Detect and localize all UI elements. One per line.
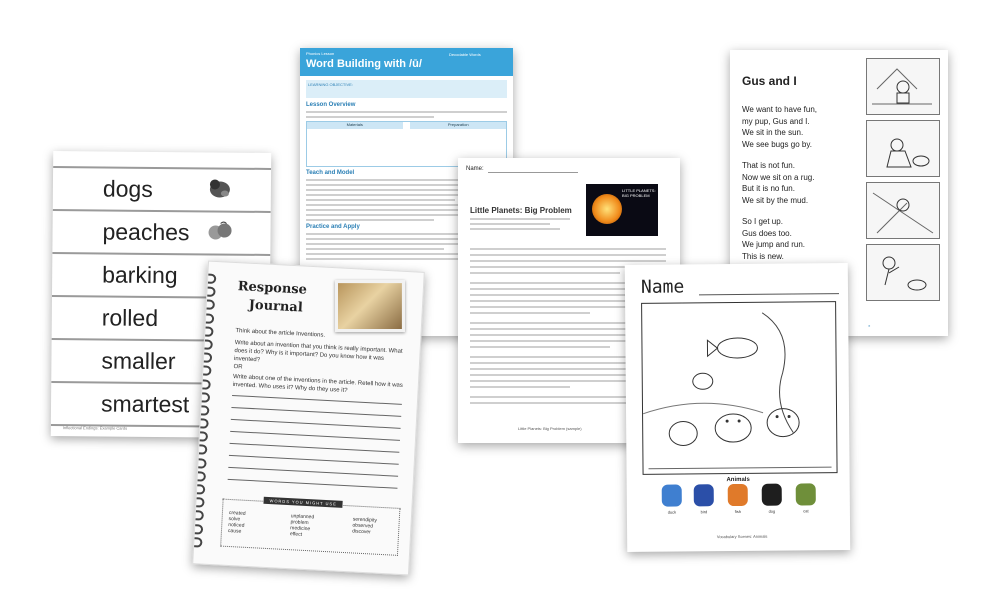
illustration-panel (866, 182, 940, 239)
poem-stanza: So I get up. Gus does too. We jump and run. This is new. (742, 217, 805, 261)
word-card-text: barking (102, 261, 178, 289)
animals-heading: Animals (726, 476, 750, 484)
sheet-footer: Vocabulary Scenes: Animals (716, 533, 768, 540)
invention-photo (335, 280, 405, 332)
solar-system-illustration (586, 184, 658, 236)
word-card-text: rolled (101, 304, 159, 331)
dog-picture-icon (207, 175, 233, 199)
illustration-panel (866, 120, 940, 177)
sheet-footer: Inflectional Endings: Example Cards (62, 425, 128, 431)
lesson-standards: Decodable Words (449, 52, 481, 57)
animal-item-bird: bird (691, 484, 717, 514)
poem-stanza: We want to have fun, my pup, Gus and I. We sit in the sun. We see bugs go by. (742, 105, 818, 149)
duck-icon (662, 484, 682, 506)
name-label: Name (640, 276, 685, 298)
word-card-text: smaller (101, 347, 176, 375)
section-heading: Lesson Overview (306, 102, 356, 108)
objective-label: LEARNING OBJECTIVE: (308, 82, 353, 87)
fish-icon (728, 484, 748, 506)
word-card-row (52, 211, 270, 256)
name-line (699, 293, 839, 295)
word-bank-column: serendipity observed discover (351, 516, 378, 536)
preparation-header: Preparation (410, 122, 506, 129)
illustration-panel (866, 244, 940, 301)
article-title: Little Planets: Big Problem (470, 206, 572, 215)
cat-icon (796, 483, 816, 505)
sun-icon (592, 194, 622, 224)
journal-prompt: Write about an invention that you think is really important. What does it do? Why is it important? Do you know how it was invented? (233, 340, 403, 364)
materials-header: Materials (307, 122, 403, 129)
animal-item-dog: dog (759, 484, 785, 514)
journal-prompt: Think about the article Inventions. (235, 328, 326, 339)
word-bank-title: WORDS YOU MIGHT USE (263, 497, 343, 508)
bird-icon (694, 484, 714, 506)
section-heading: Practice and Apply (306, 224, 360, 230)
illustration-caption: LITTLE PLANETS: BIG PROBLEM (622, 188, 656, 198)
animals-coloring-sheet (625, 263, 850, 552)
journal-or: OR (233, 364, 243, 371)
lesson-title: Word Building with /ū/ (306, 58, 422, 70)
word-card-text: dogs (102, 175, 153, 202)
journal-title-line2: Journal (248, 297, 304, 316)
illustration-panel (866, 58, 940, 115)
word-bank-column: unplanned problem medicine effect (289, 513, 315, 538)
journal-title-line1: Response (237, 279, 308, 298)
word-card-text: smartest (100, 390, 190, 418)
publisher-logo: ✕ (868, 324, 871, 328)
word-card-text: peaches (102, 218, 190, 246)
coloring-illustration (641, 301, 837, 475)
animal-item-duck: duck (659, 484, 685, 514)
poem-title: Gus and I (742, 74, 797, 88)
dog-icon (762, 484, 782, 506)
section-heading: Teach and Model (306, 170, 355, 176)
name-line (488, 172, 578, 173)
sheet-footer: Little Planets: Big Problem (sample) (518, 426, 582, 431)
word-bank (220, 499, 400, 556)
animal-item-fish: fish (725, 484, 751, 514)
journal-prompt: Write about one of the inventions in the article. Retell how it was invented. Who uses it? Why do they use it? (232, 373, 403, 395)
poem-stanza: That is not fun. Now we sit on a rug. But it is no fun. We sit by the mud. (742, 161, 815, 205)
learning-objective-box (306, 80, 507, 98)
animal-item-cat: cat (793, 483, 819, 513)
lesson-header (300, 48, 513, 76)
peach-picture-icon (206, 218, 232, 242)
word-bank-column: created solve noticed cause (227, 509, 246, 535)
lesson-category: Phonics Lesson (306, 51, 335, 56)
response-journal-notebook (192, 261, 425, 576)
word-card-row (53, 166, 271, 213)
name-label: Name: (466, 166, 484, 172)
